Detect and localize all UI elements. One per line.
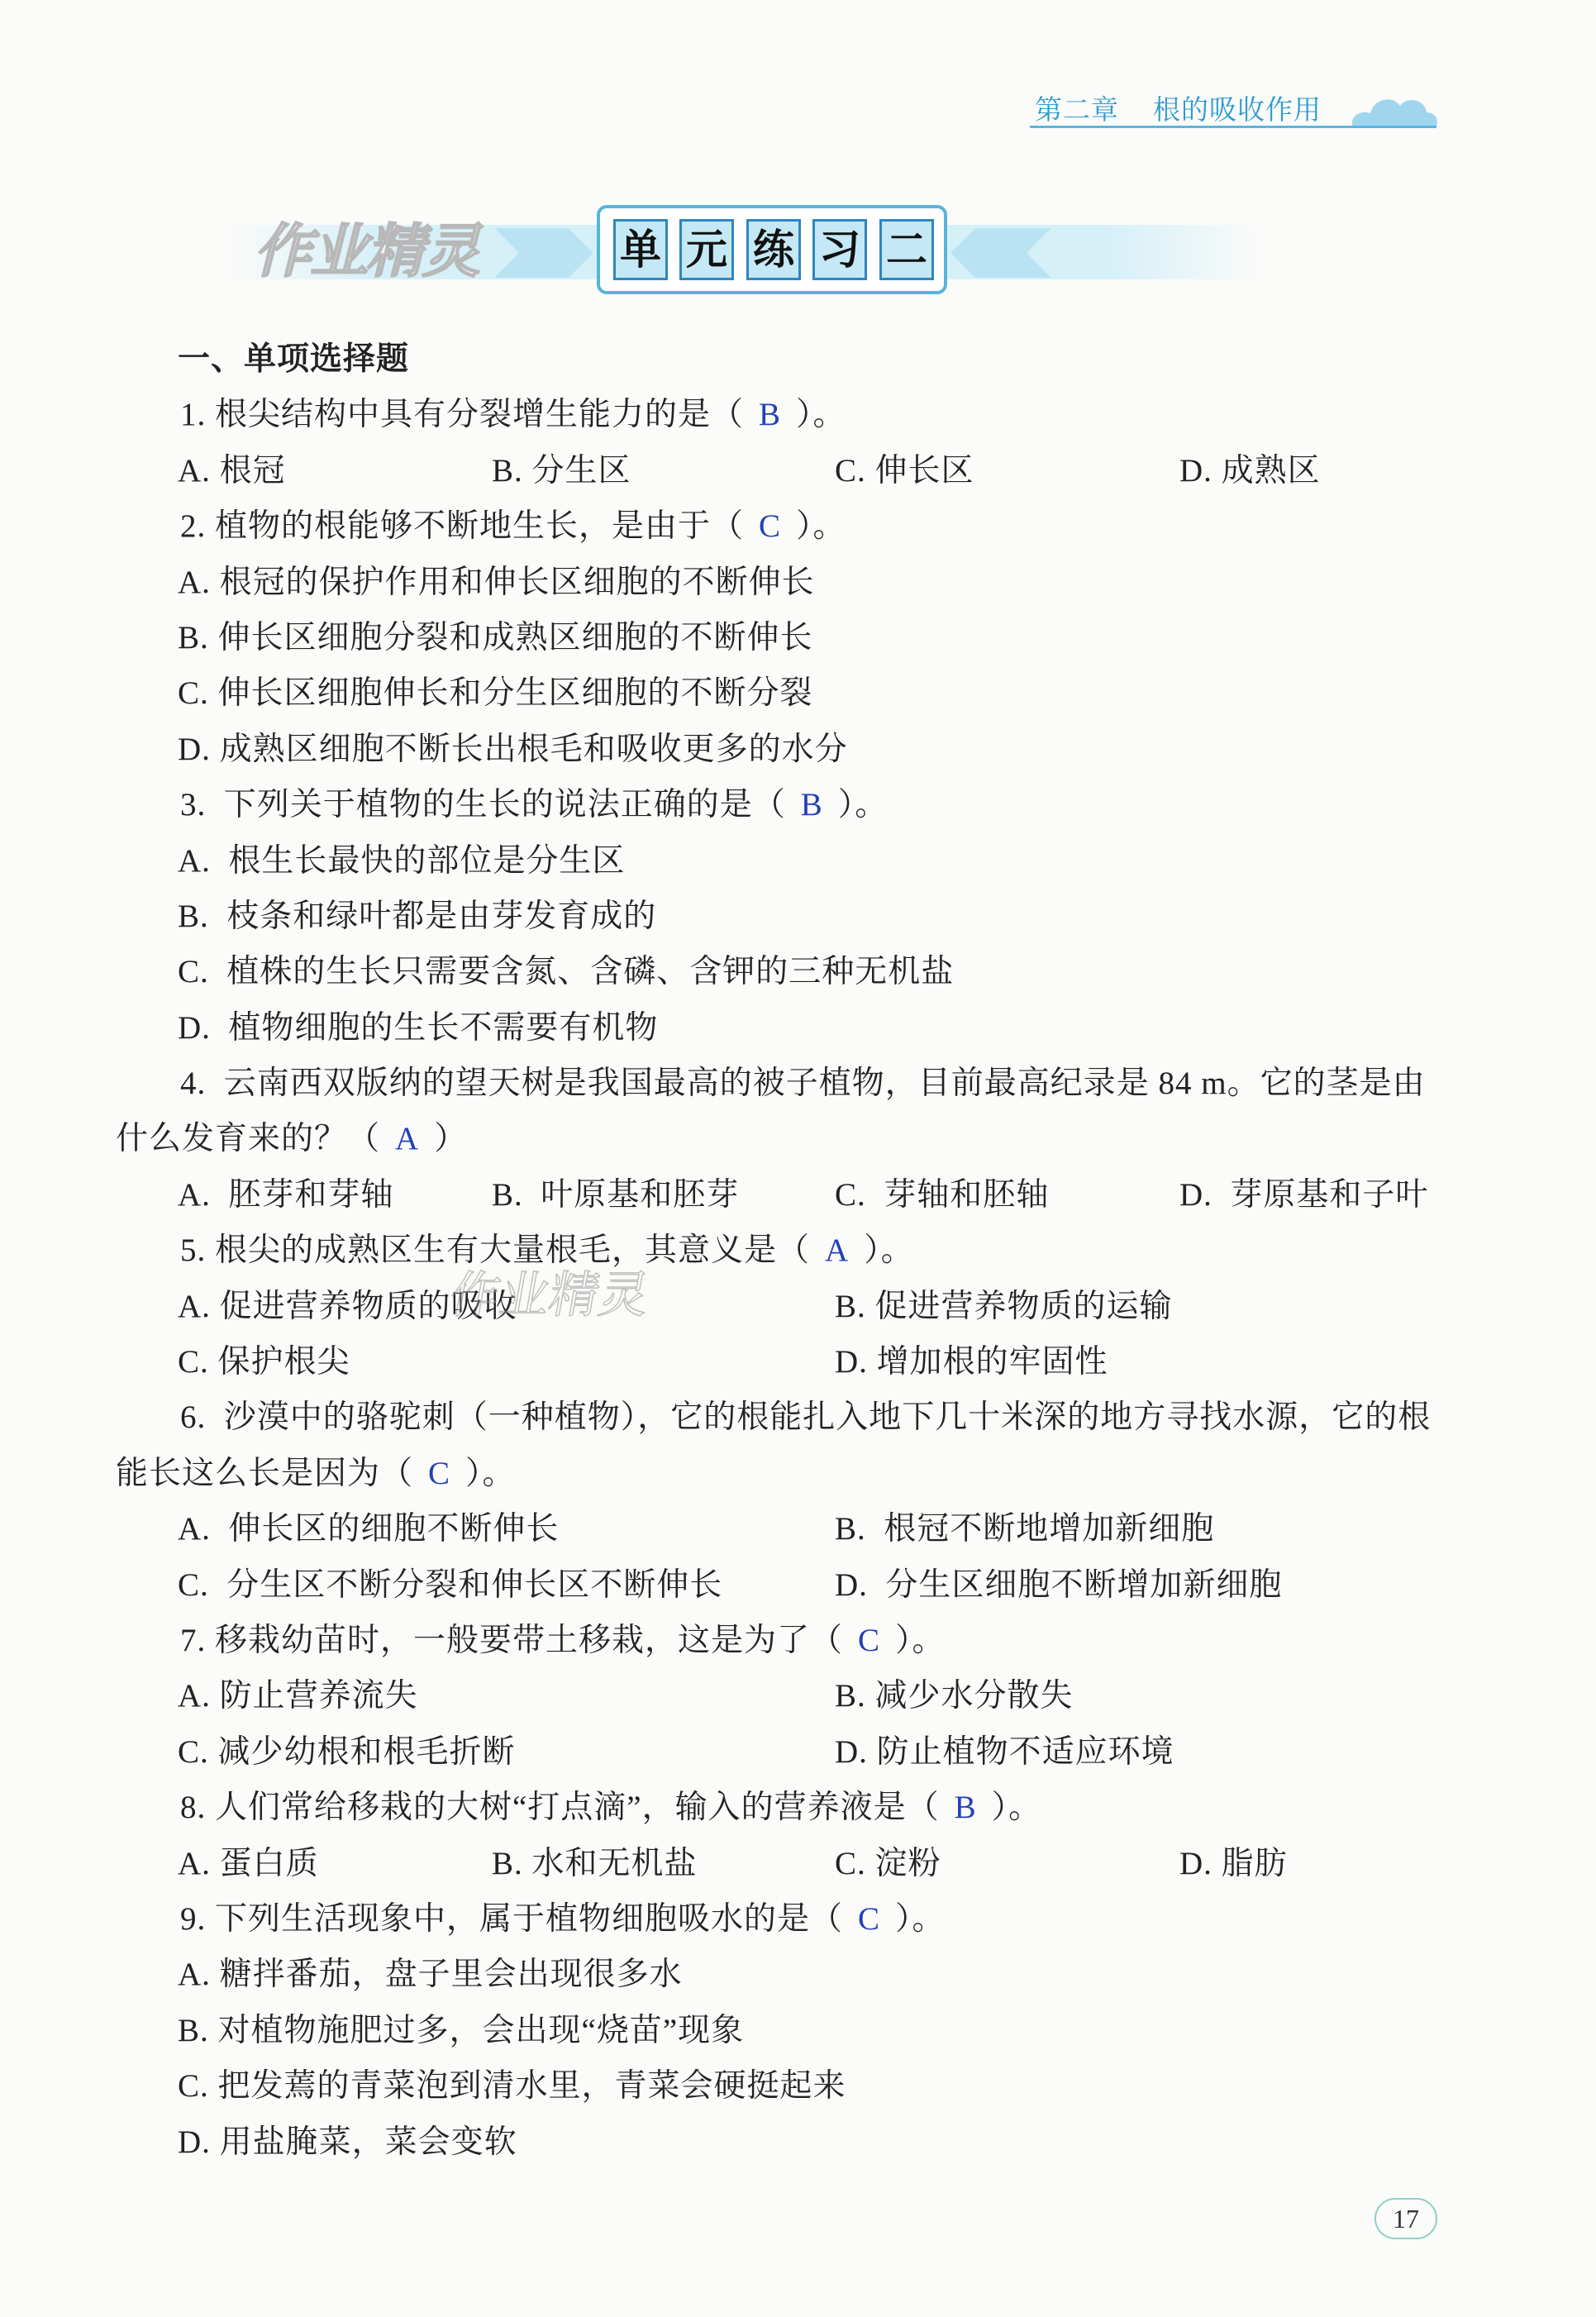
option-d: D. 植物细胞的生长不需要有机物 [178, 1009, 659, 1046]
question-stem [180, 1613, 946, 1668]
option-b: B. 枝条和绿叶都是由芽发育成的 [178, 898, 657, 934]
stem-text: 5. 根尖的成熟区生有大量根毛，其意义是（ [180, 1232, 811, 1269]
option-c: C. 淀粉 [835, 1845, 941, 1881]
title-char-box: 二 [879, 219, 934, 280]
question-7 [0, 1613, 1596, 1668]
option-c: C. 伸长区 [835, 452, 974, 489]
title-char-box: 练 [746, 219, 801, 280]
options-row [0, 722, 1596, 777]
option-a: A. 蛋白质 [178, 1845, 319, 1881]
stem-text: 什么发育来的？（ [116, 1121, 381, 1157]
stem-close: ）。 [796, 508, 846, 545]
stem-text: 1. 根尖结构中具有分裂增生能力的是（ [180, 397, 745, 433]
options-row [0, 2114, 1596, 2170]
title-char-box: 单 [613, 219, 668, 280]
options-row [0, 1836, 1596, 1891]
answer-mark: A [395, 1121, 420, 1157]
option-d: D. 脂肪 [1179, 1845, 1288, 1881]
question-stem [180, 1891, 946, 1947]
stem-close: ）。 [864, 1232, 914, 1269]
question-4-continued [0, 1111, 1596, 1166]
options-row [0, 1279, 1596, 1334]
option-a: A. 促进营养物质的吸收 [178, 1288, 517, 1324]
title-char-box: 元 [679, 219, 734, 280]
options-row [0, 443, 1596, 498]
options-row [0, 1557, 1596, 1613]
exercise-content [0, 331, 1596, 2170]
options-row [0, 1724, 1596, 1780]
chapter-title: 根的吸收作用 [1153, 96, 1322, 126]
option-d: D. 防止植物不适应环境 [835, 1733, 1174, 1770]
option-b: B. 促进营养物质的运输 [835, 1288, 1173, 1324]
stem-text: 8. 人们常给移栽的大树“打点滴”，输入的营养液是（ [180, 1790, 940, 1826]
option-c: C. 分生区不断分裂和伸长区不断伸长 [178, 1566, 723, 1603]
cloud-icon [1347, 83, 1440, 131]
option-d: D. 芽原基和子叶 [1179, 1176, 1429, 1213]
option-b: B. 叶原基和胚芽 [492, 1176, 740, 1213]
section-heading-line [0, 331, 1596, 387]
question-stem [180, 1780, 1041, 1835]
options-row [0, 1334, 1596, 1390]
options-row [0, 1000, 1596, 1056]
option-c: C. 芽轴和胚轴 [835, 1176, 1050, 1213]
stem-close: ）。 [837, 787, 889, 823]
banner-watermark-logo: 作业精灵 [250, 217, 493, 285]
question-stem [180, 387, 846, 442]
option-c: C. 减少幼根和根毛折断 [178, 1733, 516, 1770]
question-4 [0, 1056, 1596, 1111]
option-b: B. 伸长区细胞分裂和成熟区细胞的不断伸长 [178, 619, 813, 656]
watermark-logo: 作业精灵 [445, 1266, 655, 1324]
option-a: A. 糖拌番茄，盘子里会出现很多水 [178, 1957, 683, 1993]
question-9 [0, 1891, 1596, 1947]
stem-close: ）。 [465, 1455, 516, 1491]
option-b: B. 根冠不断地增加新细胞 [835, 1511, 1215, 1547]
option-b: B. 水和无机盐 [492, 1845, 698, 1881]
option-d: D. 成熟区 [1179, 452, 1321, 489]
question-1 [0, 387, 1596, 442]
question-stem [180, 498, 846, 554]
answer-mark: B [954, 1790, 977, 1826]
option-a: A. 胚芽和芽轴 [178, 1176, 394, 1213]
option-a: A. 伸长区的细胞不断伸长 [178, 1511, 560, 1547]
options-row [0, 1668, 1596, 1723]
option-c: C. 植株的生长只需要含氮、含磷、含钾的三种无机盐 [178, 954, 955, 990]
section-title: 一、单项选择题 [178, 341, 410, 377]
option-a: A. 根冠 [178, 452, 286, 489]
question-stem [116, 1111, 467, 1166]
options-row [0, 833, 1596, 889]
option-a: A. 根生长最快的部位是分生区 [178, 842, 626, 879]
option-d: D. 增加根的牢固性 [835, 1344, 1108, 1380]
option-a: A. 防止营养流失 [178, 1678, 418, 1714]
option-d: D. 分生区细胞不断增加新细胞 [835, 1566, 1283, 1603]
stem-text: 能长这么长是因为（ [116, 1455, 414, 1491]
answer-mark: C [428, 1455, 451, 1491]
options-row [0, 1947, 1596, 2002]
options-row [0, 889, 1596, 944]
stem-close: ）。 [895, 1900, 946, 1937]
stem-text: 6. 沙漠中的骆驼刺（一种植物），它的根能扎入地下几十米深的地方寻找水源，它的根 [180, 1399, 1432, 1436]
question-6-continued [0, 1446, 1596, 1501]
answer-mark: C [858, 1622, 881, 1658]
question-3 [0, 777, 1596, 832]
stem-close: ）。 [991, 1790, 1042, 1826]
stem-close: ）。 [796, 397, 846, 433]
question-6 [0, 1390, 1596, 1445]
question-5 [0, 1223, 1596, 1278]
option-b: B. 减少水分散失 [835, 1678, 1074, 1714]
options-row [0, 610, 1596, 665]
options-row [0, 665, 1596, 721]
answer-mark: C [759, 508, 782, 545]
stem-text: 2. 植物的根能够不断地生长，是由于（ [180, 508, 745, 545]
stem-text: 3. 下列关于植物的生长的说法正确的是（ [180, 787, 786, 823]
stem-close: ）。 [895, 1622, 946, 1658]
options-row [0, 555, 1596, 610]
answer-mark: A [825, 1232, 850, 1269]
stem-text: 7. 移栽幼苗时，一般要带土移栽，这是为了（ [180, 1622, 844, 1658]
answer-mark: B [800, 787, 823, 823]
options-row [0, 2058, 1596, 2114]
chapter-label: 第二章 [1035, 96, 1119, 126]
options-row [0, 944, 1596, 999]
option-b: B. 对植物施肥过多，会出现“烧苗”现象 [178, 2012, 745, 2048]
question-stem [116, 1446, 516, 1501]
option-d: D. 成熟区细胞不断长出根毛和吸收更多的水分 [178, 731, 848, 767]
options-row [0, 1167, 1596, 1223]
option-c: C. 保护根尖 [178, 1344, 350, 1380]
option-c: C. 伸长区细胞伸长和分生区细胞的不断分裂 [178, 675, 813, 712]
option-a: A. 根冠的保护作用和伸长区细胞的不断伸长 [178, 564, 815, 600]
options-row [0, 2003, 1596, 2058]
stem-text: 9. 下列生活现象中，属于植物细胞吸水的是（ [180, 1900, 844, 1937]
title-char-box: 习 [812, 219, 867, 280]
stem-close: ） [434, 1121, 468, 1157]
option-b: B. 分生区 [492, 452, 631, 489]
page-number: 17 [1374, 2198, 1437, 2239]
options-row [0, 1501, 1596, 1557]
question-2 [0, 498, 1596, 554]
answer-mark: B [759, 397, 782, 433]
option-c: C. 把发蔫的青菜泡到清水里，青菜会硬挺起来 [178, 2068, 846, 2105]
question-stem [180, 777, 888, 832]
question-8 [0, 1780, 1596, 1835]
stem-text: 4. 云南西双版纳的望天树是我国最高的被子植物，目前最高纪录是 84 m。它的茎是由 [180, 1066, 1426, 1102]
answer-mark: C [858, 1900, 881, 1937]
option-d: D. 用盐腌菜，菜会变软 [178, 2124, 517, 2160]
